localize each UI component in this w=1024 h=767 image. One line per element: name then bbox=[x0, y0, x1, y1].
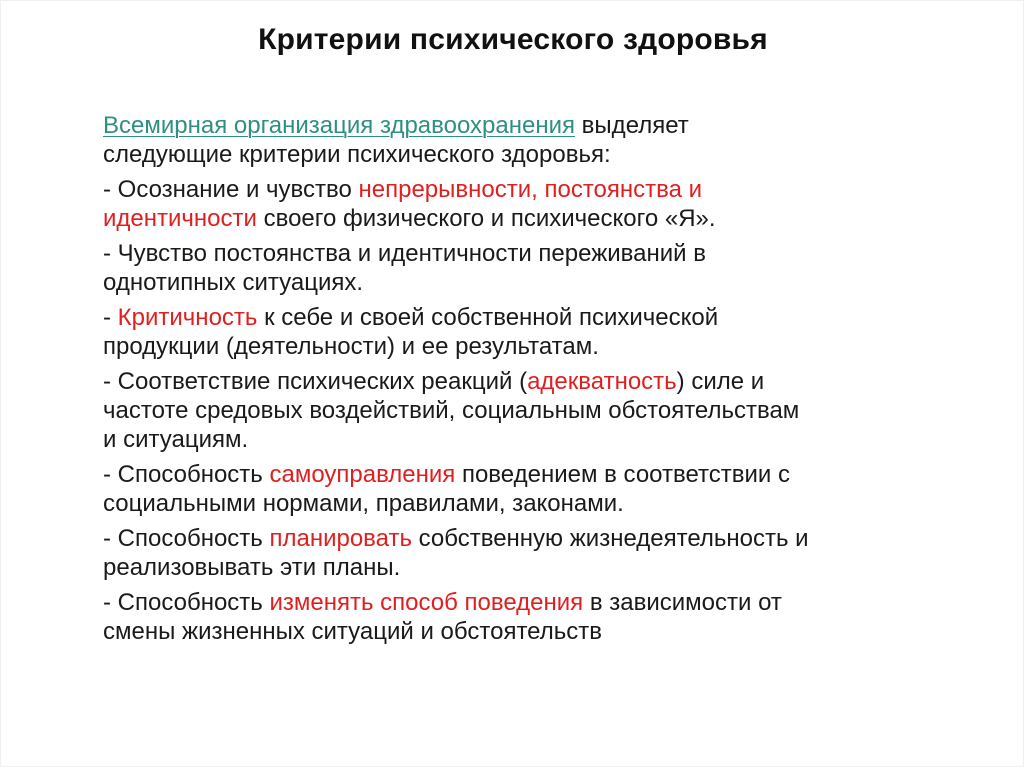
item-text: своего физического и психического «Я». bbox=[256, 205, 716, 232]
criterion-item-5 bbox=[103, 460, 943, 518]
item-text: ) силе и bbox=[676, 368, 765, 395]
item-text: - Способность bbox=[103, 461, 270, 488]
item-text: однотипных ситуациях. bbox=[103, 269, 364, 296]
intro-paragraph bbox=[103, 111, 943, 169]
intro-text-2: следующие критерии психического здоровья: bbox=[103, 141, 611, 168]
criterion-item-3 bbox=[103, 303, 943, 361]
intro-text-1: выделяет bbox=[575, 112, 689, 139]
highlight-text: Критичность bbox=[117, 304, 258, 331]
item-text: реализовывать эти планы. bbox=[103, 554, 401, 581]
highlight-text: адекватность bbox=[527, 368, 677, 395]
slide-title: Критерии психического здоровья bbox=[258, 23, 768, 56]
item-text: смены жизненных ситуаций и обстоятельств bbox=[103, 618, 602, 645]
item-text: - Способность bbox=[103, 589, 270, 616]
item-text: - Чувство постоянства и идентичности переживаний в bbox=[103, 240, 706, 267]
criteria-text bbox=[103, 111, 943, 652]
who-link[interactable]: Всемирная организация здравоохранения bbox=[103, 112, 576, 139]
item-text: продукции (деятельности) и ее результатам. bbox=[103, 333, 599, 360]
item-text: социальными нормами, правилами, законами. bbox=[103, 490, 624, 517]
item-text: собственную жизнедеятельность и bbox=[411, 525, 809, 552]
item-text: - Осознание и чувство bbox=[103, 176, 359, 203]
highlight-text: идентичности bbox=[103, 205, 257, 232]
highlight-text: непрерывности, постоянства и bbox=[358, 176, 703, 203]
item-text: - bbox=[103, 304, 118, 331]
item-text: в зависимости от bbox=[583, 589, 782, 616]
item-text: поведением в соответствии с bbox=[455, 461, 790, 488]
item-text: и ситуациям. bbox=[103, 426, 249, 453]
criterion-item-6 bbox=[103, 524, 943, 582]
criterion-item-4 bbox=[103, 367, 943, 454]
criterion-item-1 bbox=[103, 175, 943, 233]
highlight-text: планировать bbox=[269, 525, 412, 552]
item-text: частоте средовых воздействий, социальным обстоятельствам bbox=[103, 397, 800, 424]
item-text: к себе и своей собственной психической bbox=[257, 304, 719, 331]
criterion-item-7 bbox=[103, 588, 943, 646]
criterion-item-2 bbox=[103, 239, 943, 297]
item-text: - Способность bbox=[103, 525, 270, 552]
item-text: - Соответствие психических реакций ( bbox=[103, 368, 528, 395]
highlight-text: самоуправления bbox=[269, 461, 456, 488]
highlight-text: изменять способ поведения bbox=[269, 589, 584, 616]
